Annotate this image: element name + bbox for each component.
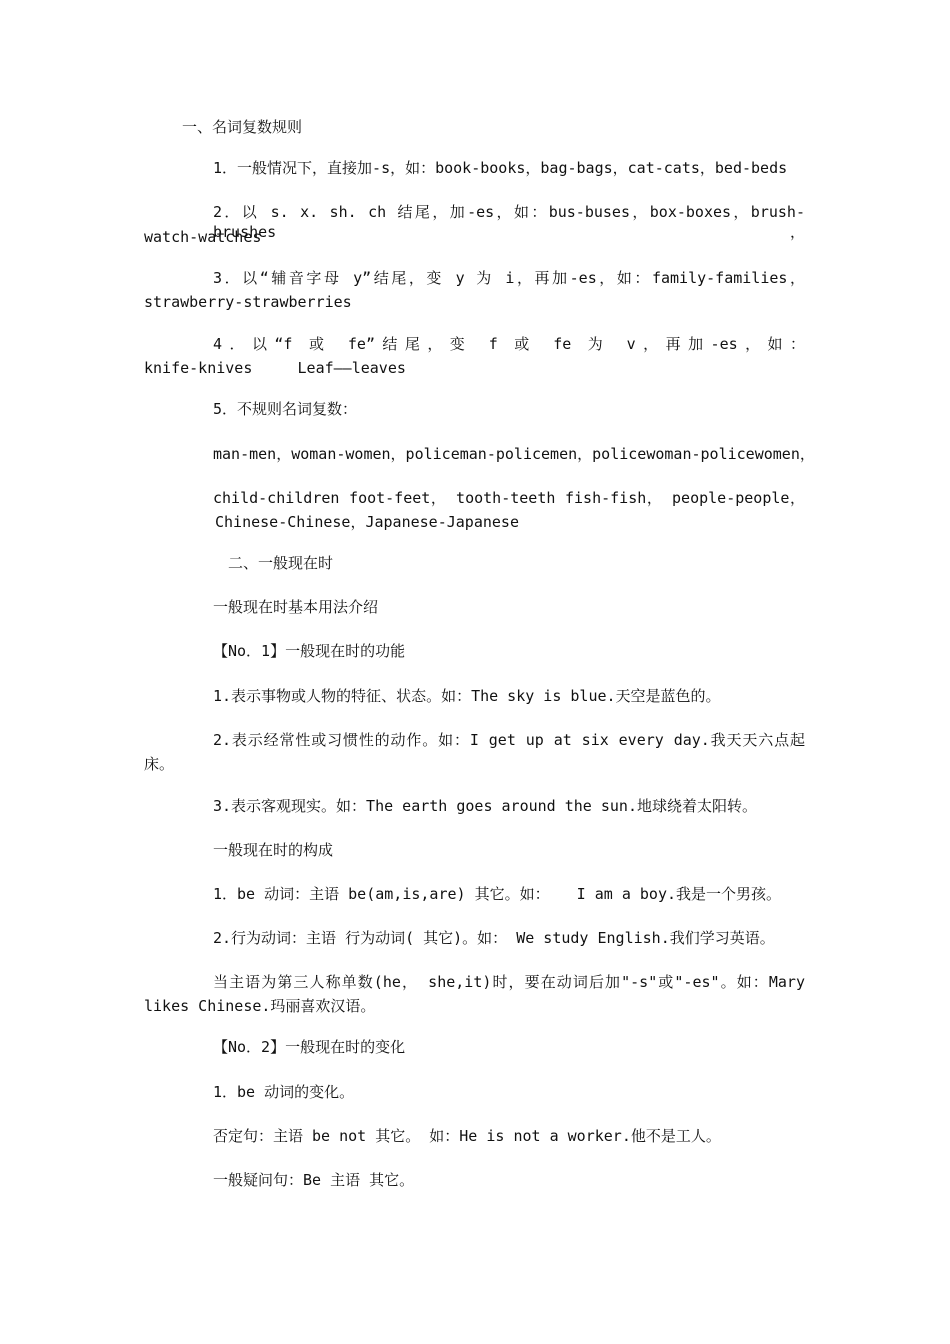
plural-rule-2-line2: watch-watches [144, 228, 262, 246]
formation-heading: 一般现在时的构成 [213, 841, 334, 859]
no2-heading: 【No．2】一般现在时的变化 [213, 1038, 406, 1056]
question-sentence: 一般疑问句：Be 主语 其它。 [213, 1171, 415, 1189]
no1-heading: 【No．1】一般现在时的功能 [213, 642, 406, 660]
third-person-rule-line2: likes Chinese.玛丽喜欢汉语。 [144, 997, 376, 1015]
section-heading-simple-present: 二、一般现在时 [228, 554, 334, 572]
function-2-line2: 床。 [144, 755, 175, 773]
formation-action-verb: 2.行为动词：主语 行为动词( 其它)。如： We study English.我们学习英语。 [213, 929, 775, 947]
plural-rule-4-line2: knife-knives Leaf——leaves [144, 359, 406, 377]
plural-rule-3-line2: strawberry-strawberries [144, 293, 352, 311]
irregular-plurals-line2: child-children foot-feet， tooth-teeth fish-fish， people-people， [213, 489, 805, 507]
section-heading-noun-plural: 一、名词复数规则 [182, 118, 303, 136]
plural-rule-2-line1: 2．以 s. x. sh. ch 结尾，加-es，如：bus-buses，box-boxes，brush-brushes， [213, 203, 805, 241]
plural-rule-5: 5．不规则名词复数： [213, 400, 358, 418]
irregular-plurals-line1: man-men，woman-women，policeman-policemen，policewoman-policewomen， [213, 445, 815, 463]
be-verb-change: 1．be 动词的变化。 [213, 1083, 355, 1101]
function-3: 3.表示客观现实。如：The earth goes around the sun.地球绕着太阳转。 [213, 797, 757, 815]
plural-rule-3-line1: 3．以“辅音字母 y”结尾，变 y 为 i，再加-es，如：family-families， [213, 269, 805, 287]
negative-sentence: 否定句：主语 be not 其它。 如：He is not a worker.他不是工人。 [213, 1127, 721, 1145]
function-2-line1: 2.表示经常性或习惯性的动作。如：I get up at six every day.我天天六点起 [213, 731, 805, 749]
formation-be-verb: 1．be 动词：主语 be(am,is,are) 其它。如： I am a boy.我是一个男孩。 [213, 885, 782, 903]
function-1: 1.表示事物或人物的特征、状态。如：The sky is blue.天空是蓝色的。 [213, 687, 721, 705]
irregular-plurals-line3: Chinese-Chinese，Japanese-Japanese [215, 513, 519, 531]
simple-present-intro: 一般现在时基本用法介绍 [213, 598, 379, 616]
plural-rule-1: 1．一般情况下，直接加-s，如：book-books，bag-bags，cat-cats，bed-beds [213, 159, 788, 177]
third-person-rule-line1: 当主语为第三人称单数(he， she,it)时，要在动词后加"-s"或"-es"。如：Mary [213, 973, 805, 991]
plural-rule-4-line1: 4．以“f 或 fe”结尾，变 f 或 fe 为 v，再加-es，如： [213, 335, 805, 353]
